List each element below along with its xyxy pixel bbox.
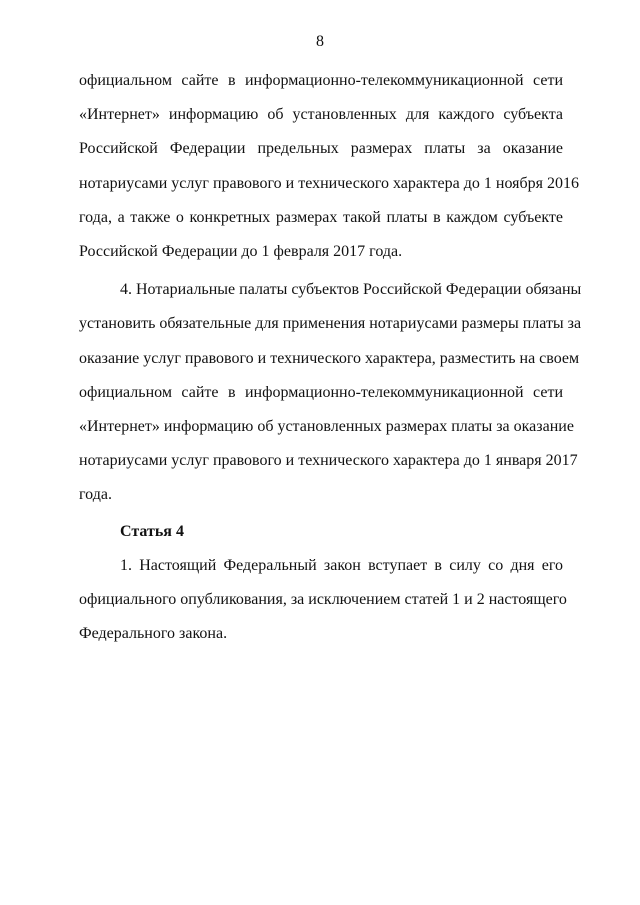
text-line: года. [79,486,112,504]
text-line: нотариусами услуг правового и технического характера до 1 ноября 2016 [79,174,580,192]
text-line: Российской Федерации предельных размерах платы за оказание [79,140,563,158]
page-number: 8 [316,33,324,50]
text-line: оказание услуг правового и технического характера, разместить на своем [79,349,580,367]
text-line: официальном сайте в информационно-телекоммуникационной сети [79,383,563,401]
text-line: года, а также о конкретных размерах такой платы в каждом субъекте [79,208,563,226]
text-line: «Интернет» информацию об установленных для каждого субъекта [79,106,563,124]
paragraph-article-4-item-1 [79,549,567,652]
text-line: Федерального закона. [79,625,228,643]
text-line: официальном сайте в информационно-телекоммуникационной сети [79,72,563,89]
article-heading: Статья 4 [120,522,184,540]
text-line: нотариусами услуг правового и технического характера до 1 января 2017 [79,452,578,470]
paragraph-item-4 [79,273,582,512]
text-line: 4. Нотариальные палаты субъектов Российской Федерации обязаны [120,281,582,299]
text-line: установить обязательные для применения нотариусами размеры платы за [79,315,582,333]
text-line: «Интернет» информацию об установленных размерах платы за оказание [79,418,574,436]
document-body [79,64,582,651]
text-line: официального опубликования, за исключением статей 1 и 2 настоящего [79,591,567,609]
paragraph-continuation [79,64,580,269]
text-line: 1. Настоящий Федеральный закон вступает в силу со дня его [120,556,563,574]
text-line: Российской Федерации до 1 февраля 2017 года. [79,243,403,261]
